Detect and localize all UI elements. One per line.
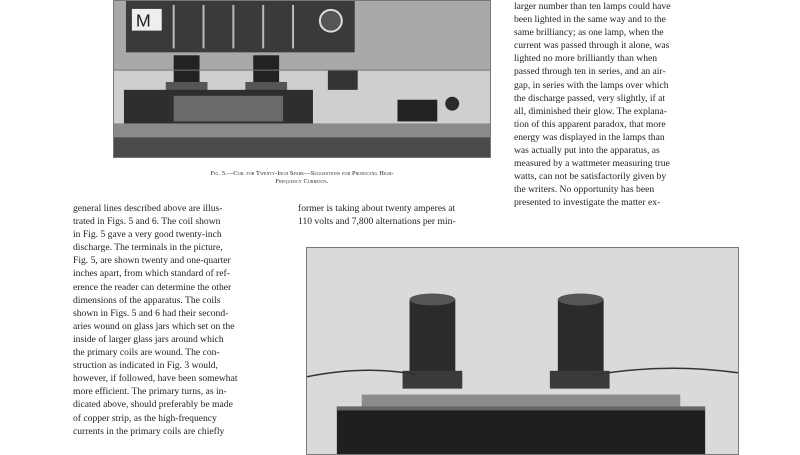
figure-5-photo bbox=[113, 0, 491, 158]
figure-5-caption-line-2: Frequency Currents. bbox=[275, 178, 329, 185]
figure-6-photo bbox=[306, 247, 739, 455]
figure-5-caption-line-1: Fig. 5.—Coil for Twenty-Inch Spark—Suggestions for Producing High- bbox=[210, 170, 394, 177]
text-column-right-top: larger number than ten lamps could have been lighted in the same way and to the same brilliancy; as one lamp, when the current was passed through it alone, was lighted no more brilliantly than when passed through ten in series, and an air- gap, in series with the lamps over which the discharge passed, very slightly, if at all, diminished their glow. The explana- tion of this apparent paradox, that more energy was displayed in the lamps than was actually put into the apparatus, as measured by a wattmeter measuring true watts, can not be satisfactorily given by the writers. No opportunity has been presented to investigate the matter ex- bbox=[514, 1, 671, 209]
figure-5-caption bbox=[113, 170, 491, 186]
svg-text:M: M bbox=[135, 10, 151, 31]
text-column-left: general lines described above are illus- trated in Figs. 5 and 6. The coil shown in Fig. 5 gave a very good twenty-inch discharge. The terminals in the picture, Fig. 5, are shown twenty and one-quarter inches apart, from which standard of ref- erence the reader can determine the other dimensions of the apparatus. The coils shown in Figs. 5 and 6 had their second- aries wound on glass jars which set on the inside of larger glass jars around which the primary coils are wound. The con- struction as indicated in Fig. 3 would, however, if followed, have been somewhat more efficient. The primary turns, as in- dicated above, should preferably be made of copper strip, as the high-frequency currents in the primary coils are chiefly bbox=[73, 203, 238, 437]
text-column-middle: former is taking about twenty amperes at 110 volts and 7,800 alternations per min- bbox=[298, 203, 456, 228]
